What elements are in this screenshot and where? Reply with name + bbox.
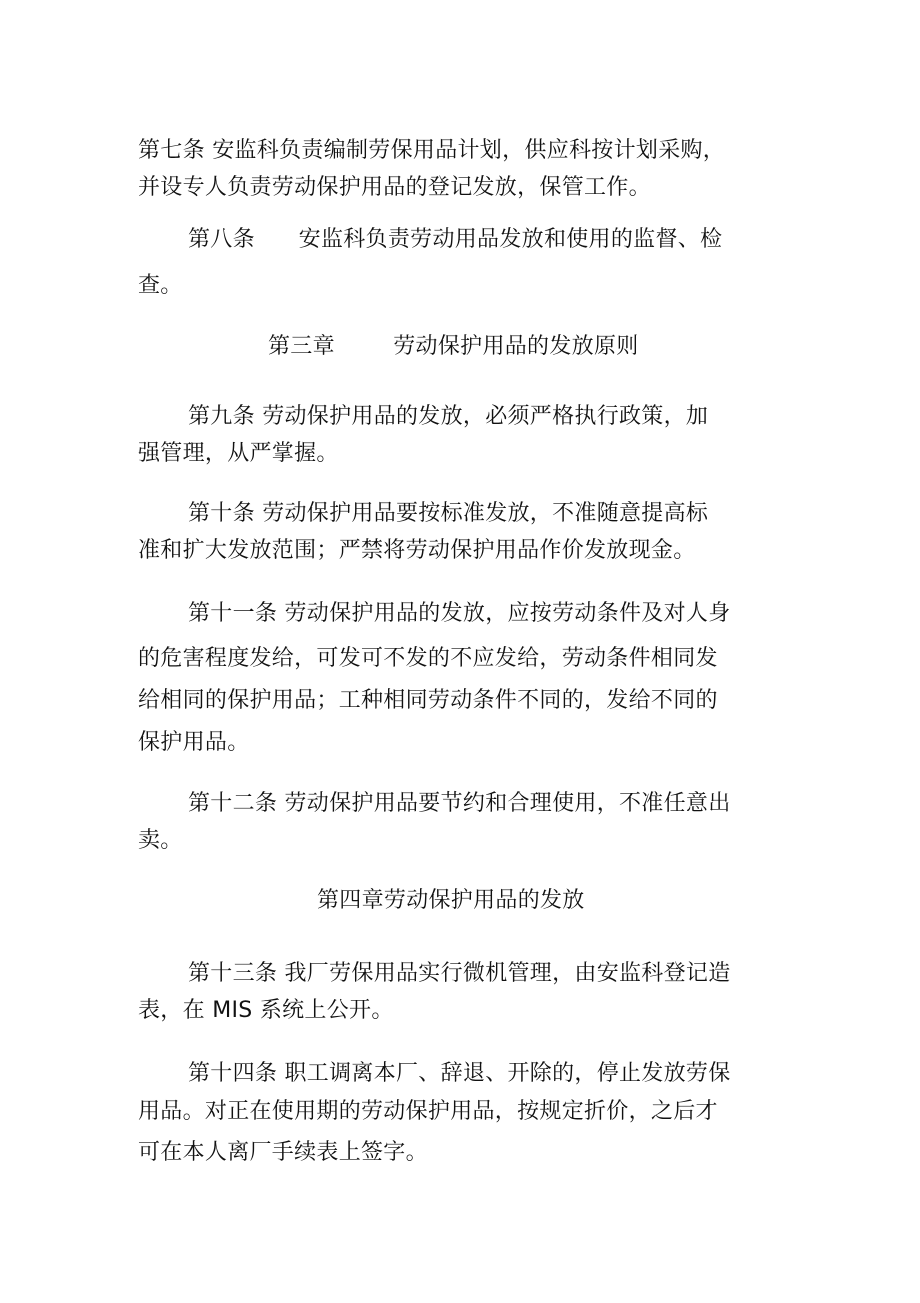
article-14-line-1: 第十四条 职工调离本厂、辞退、开除的，停止发放劳保: [188, 1061, 731, 1086]
chapter-3-heading: 第三章 劳动保护用品的发放原则: [268, 334, 639, 359]
article-8-line-1: 第八条 安监科负责劳动用品发放和使用的监督、检: [188, 227, 723, 252]
article-7-line-1: 第七条 安监科负责编制劳保用品计划，供应科按计划采购，: [138, 138, 726, 163]
article-12-line-1: 第十二条 劳动保护用品要节约和合理使用，不准任意出: [188, 791, 731, 816]
article-13-line-2: 表，在 MIS 系统上公开。: [138, 998, 394, 1023]
article-9-line-2: 强管理，从严掌握。: [138, 441, 339, 466]
article-9-line-1: 第九条 劳动保护用品的发放，必须严格执行政策，加: [188, 404, 709, 429]
chapter-4-heading: 第四章劳动保护用品的发放: [317, 888, 585, 913]
article-14-line-2: 用品。对正在使用期的劳动保护用品，按规定折价，之后才: [138, 1099, 718, 1124]
article-12-line-2: 卖。: [138, 828, 183, 853]
article-10-line-1: 第十条 劳动保护用品要按标准发放，不准随意提高标: [188, 501, 709, 526]
article-13-line-1: 第十三条 我厂劳保用品实行微机管理，由安监科登记造: [188, 961, 731, 986]
article-11-line-2: 的危害程度发给，可发可不发的不应发给，劳动条件相同发: [138, 646, 718, 671]
article-10-line-2: 准和扩大发放范围；严禁将劳动保护用品作价发放现金。: [138, 538, 696, 563]
article-11-line-3: 给相同的保护用品；工种相同劳动条件不同的，发给不同的: [138, 688, 718, 713]
article-14-line-3: 可在本人离厂手续表上签字。: [138, 1140, 428, 1165]
article-11-line-1: 第十一条 劳动保护用品的发放，应按劳动条件及对人身: [188, 601, 731, 626]
article-11-line-4: 保护用品。: [138, 730, 250, 755]
article-7-line-2: 并设专人负责劳动保护用品的登记发放，保管工作。: [138, 175, 651, 200]
article-8-line-2: 查。: [138, 273, 183, 298]
